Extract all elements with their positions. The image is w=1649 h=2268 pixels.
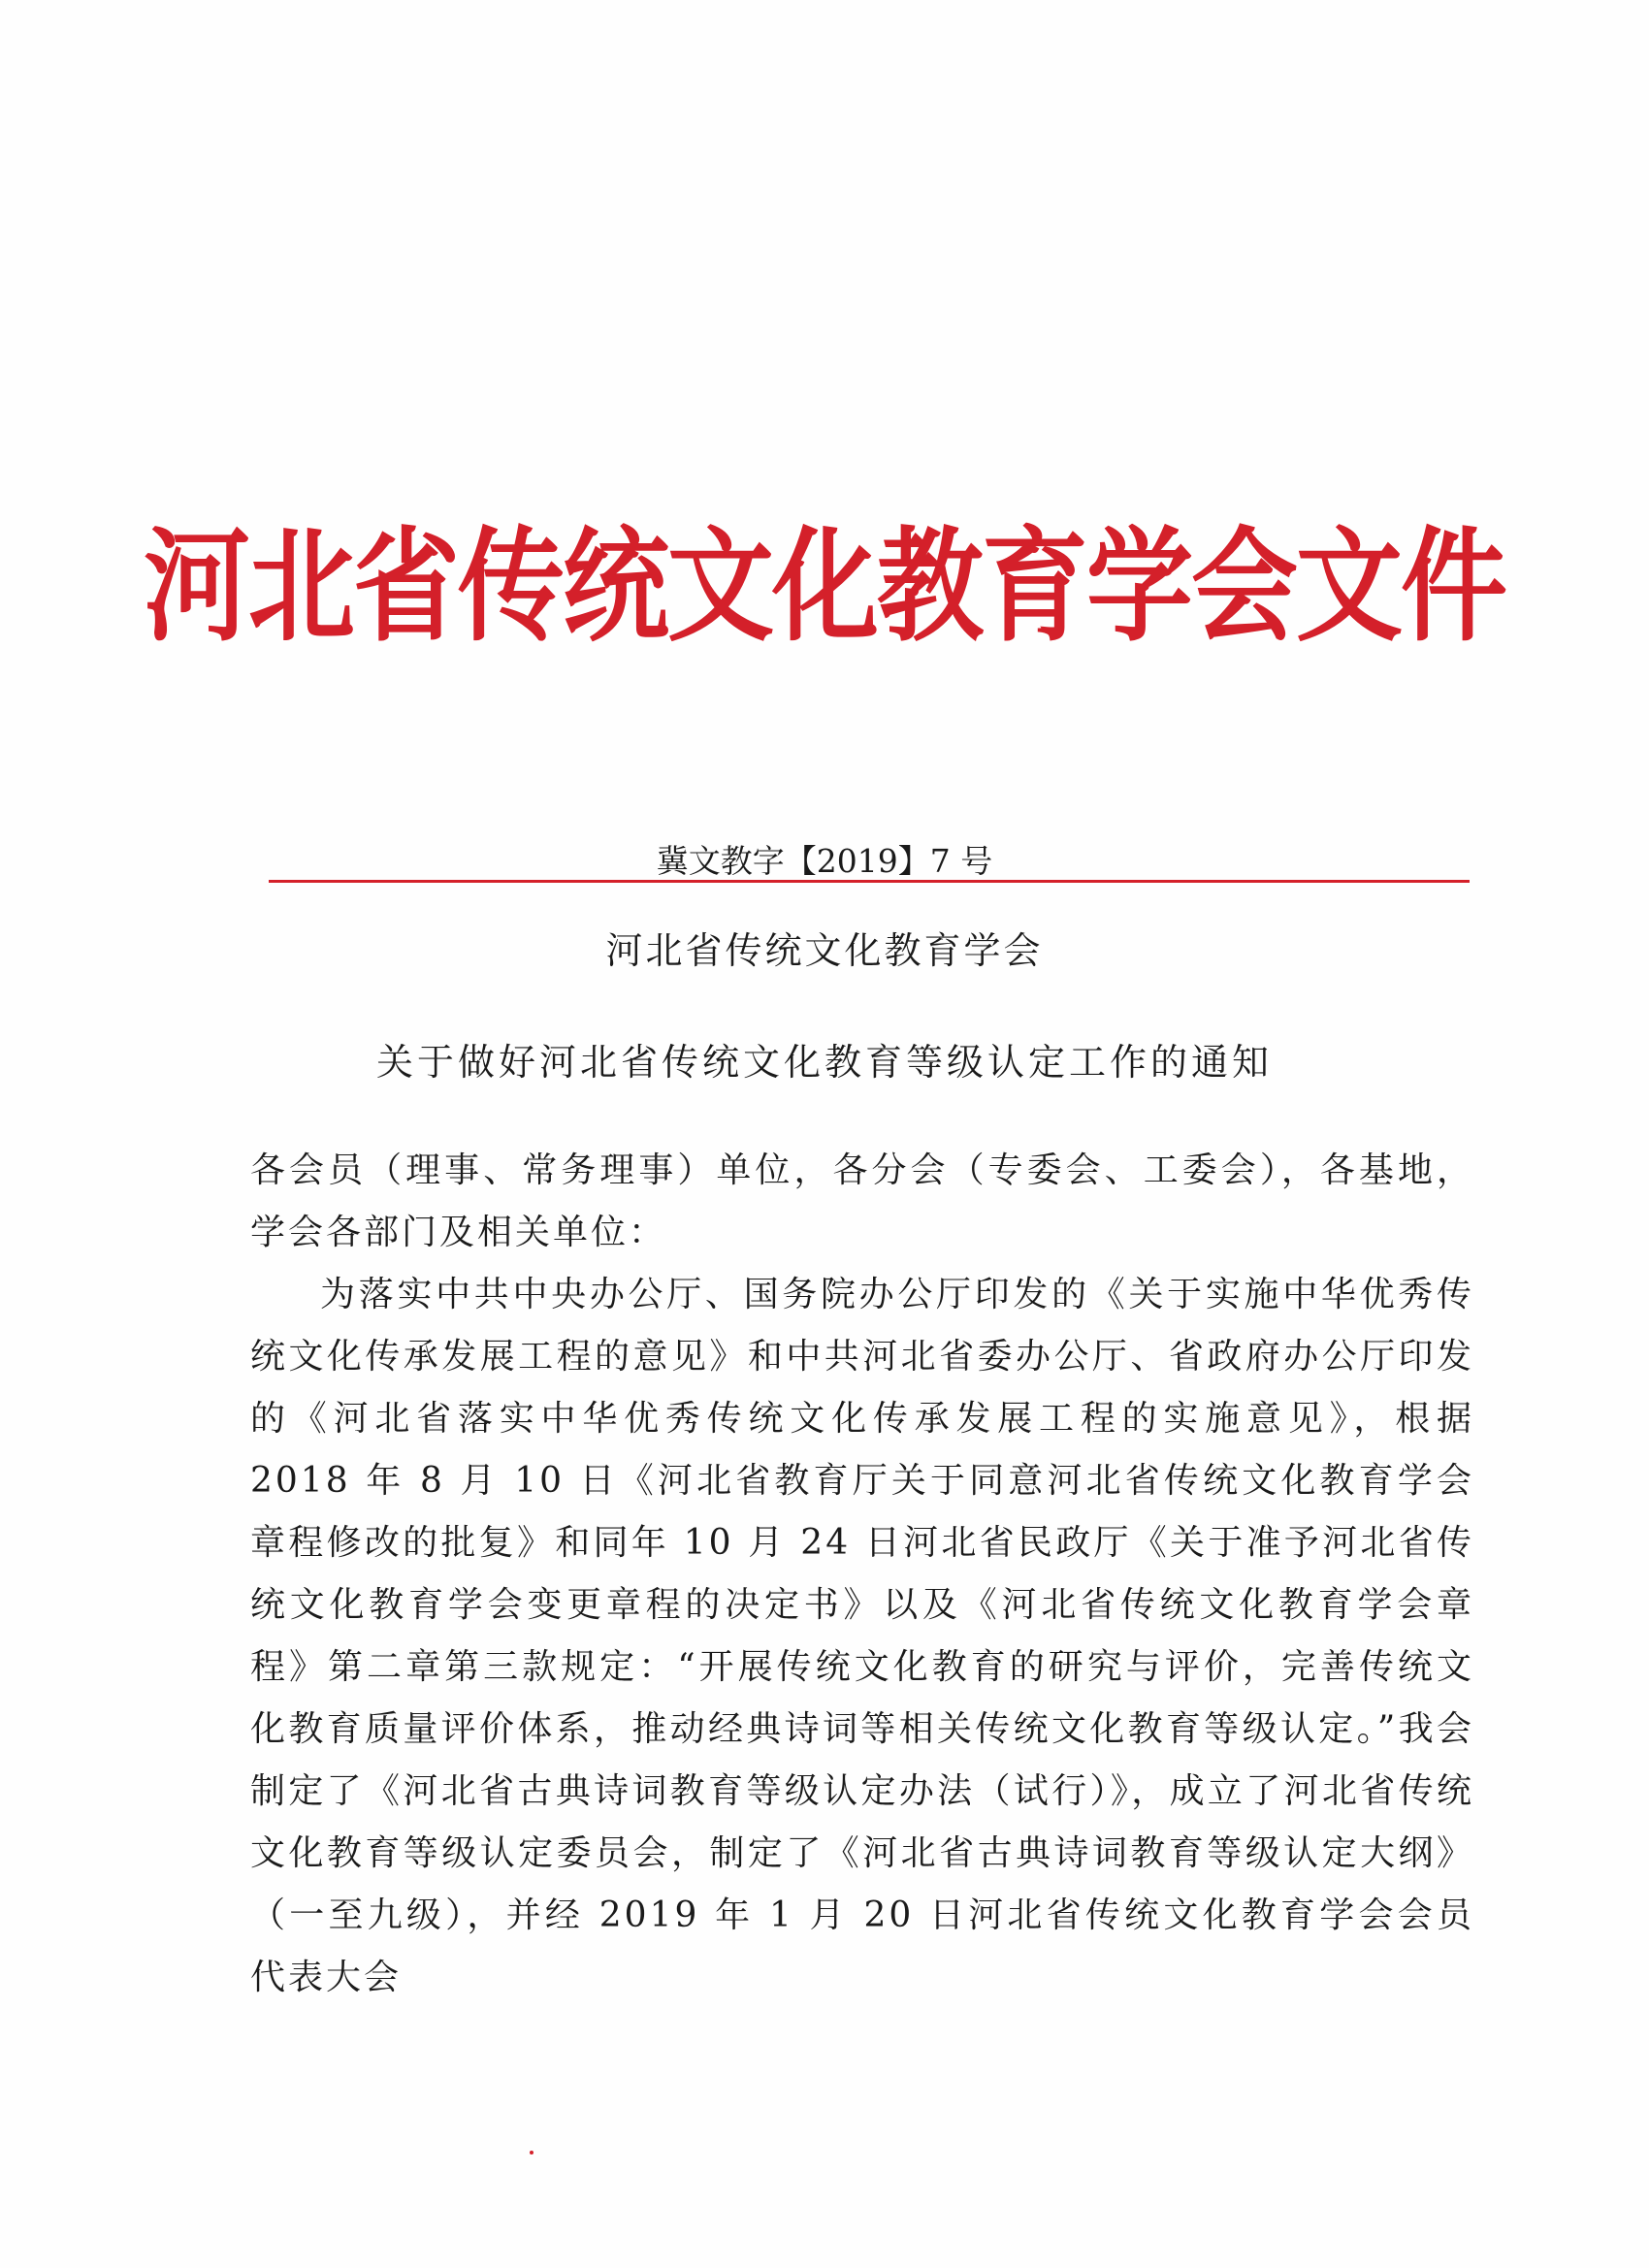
issuing-organization: 河北省传统文化教育学会 [605, 929, 1044, 972]
red-divider-line [269, 880, 1470, 883]
document-body [250, 1140, 1474, 2009]
print-speck [530, 2151, 534, 2155]
notice-title: 关于做好河北省传统文化教育等级认定工作的通知 [375, 1041, 1273, 1084]
document-number: 冀文教字【2019】7 号 [656, 842, 993, 880]
body-paragraph: 为落实中共中央办公厅、国务院办公厅印发的《关于实施中华优秀传统文化传承发展工程的意见》和中共河北省委办公厅、省政府办公厅印发的《河北省落实中华优秀传统文化传承发展工程的实施意见》，根据 2018 年 8 月 10 日《河北省教育厅关于同意河北省传统文化教育学会章程修改的批复》和同年 10 月 24 日河北省民政厅《关于准予河北省传统文化教育学会变更章程的决定书》以及《河北省传统文化教育学会章程》第二章第三款规定：“开展传统文化教育的研究与评价，完善传统文化教育质量评价体系，推动经典诗词等相关传统文化教育等级认定。”我会制定了《河北省古典诗词教育等级认定办法（试行）》，成立了河北省传统文化教育等级认定委员会，制定了《河北省古典诗词教育等级认定大纲》（一至九级），并经 2019 年 1 月 20 日河北省传统文化教育学会会员代表大会 [250, 1275, 1474, 1997]
salutation: 各会员（理事、常务理事）单位，各分会（专委会、工委会），各基地，学会各部门及相关单位： [250, 1150, 1474, 1252]
masthead-title: 河北省传统文化教育学会文件 [144, 514, 1505, 659]
